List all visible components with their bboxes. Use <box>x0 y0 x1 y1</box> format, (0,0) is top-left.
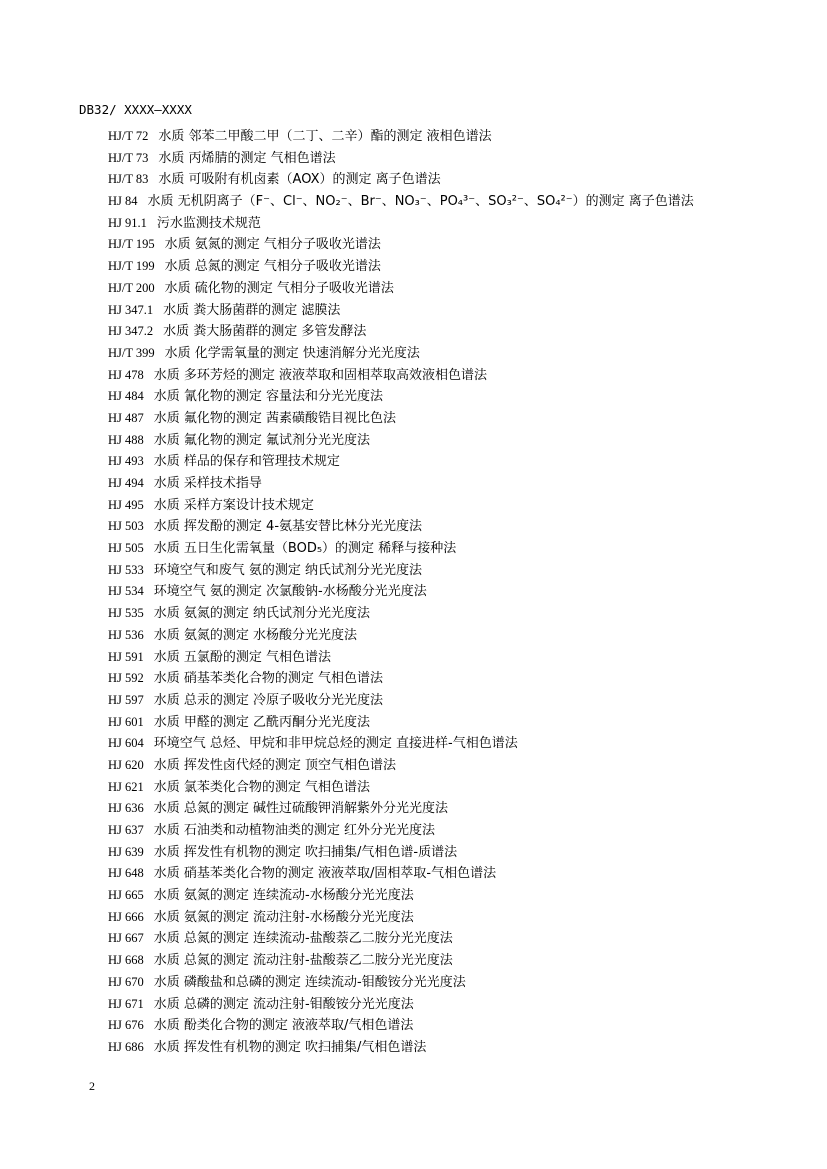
standard-title: 水质 粪大肠菌群的测定 滤膜法 <box>163 302 341 318</box>
standard-code: HJ 533 <box>108 562 144 577</box>
standard-title: 水质 石油类和动植物油类的测定 红外分光光度法 <box>153 823 436 838</box>
standard-code: HJ 347.1 <box>108 302 154 317</box>
standard-title: 水质 总磷的测定 流动注射-钼酸铵分光光度法 <box>153 996 414 1012</box>
standard-row <box>108 321 808 343</box>
standard-title: 水质 挥发酚的测定 4-氨基安替比林分光光度法 <box>153 519 423 535</box>
standard-row <box>108 430 808 452</box>
standard-row <box>108 820 808 842</box>
standard-row <box>108 907 808 929</box>
standard-row <box>108 928 808 950</box>
standard-title: 水质 挥发性卤代烃的测定 顶空气相色谱法 <box>153 757 397 773</box>
standard-code: HJ 536 <box>108 627 144 642</box>
standard-row <box>108 365 808 387</box>
standard-title: 水质 总氮的测定 连续流动-盐酸萘乙二胺分光光度法 <box>153 931 453 947</box>
standard-title: 水质 五氯酚的测定 气相色谱法 <box>153 649 332 665</box>
standard-code: HJ 637 <box>108 823 144 837</box>
standards-list <box>108 126 808 1059</box>
standard-code: HJ 636 <box>108 801 144 816</box>
standard-code: HJ 487 <box>108 410 144 425</box>
standard-title: 水质 磷酸盐和总磷的测定 连续流动-钼酸铵分光光度法 <box>153 974 466 990</box>
standard-row <box>108 755 808 777</box>
standard-title: 水质 采样方案设计技术规定 <box>153 497 314 513</box>
standard-row <box>108 278 808 300</box>
standard-row <box>108 126 808 148</box>
standard-row <box>108 408 808 430</box>
standard-code: HJ 484 <box>108 389 144 404</box>
standard-code: HJ 591 <box>108 649 144 664</box>
standard-row <box>108 495 808 517</box>
standard-code: HJ 620 <box>108 757 144 772</box>
standard-row <box>108 863 808 885</box>
standard-code: HJ/T 195 <box>108 237 155 252</box>
standard-code: HJ 666 <box>108 909 144 924</box>
standard-row <box>108 798 808 820</box>
standard-row <box>108 581 808 603</box>
standard-row <box>108 191 808 213</box>
standard-title: 环境空气 氨的测定 次氯酸钠-水杨酸分光光度法 <box>153 584 427 600</box>
standard-title: 水质 氨氮的测定 纳氏试剂分光光度法 <box>153 606 371 622</box>
standard-title: 水质 挥发性有机物的测定 吹扫捕集/气相色谱法 <box>153 1039 427 1055</box>
standard-code: HJ 478 <box>108 367 144 382</box>
standard-title: 水质 氨氮的测定 水杨酸分光光度法 <box>153 627 358 643</box>
standard-code: HJ 505 <box>108 541 144 556</box>
standard-code: HJ 84 <box>108 194 138 209</box>
standard-row <box>108 842 808 864</box>
standard-title: 水质 化学需氧量的测定 快速消解分光光度法 <box>164 345 420 361</box>
standard-code: HJ 534 <box>108 584 144 599</box>
standard-code: HJ 495 <box>108 497 144 512</box>
standard-code: HJ 597 <box>108 692 144 707</box>
standard-row <box>108 538 808 560</box>
standard-title: 水质 总汞的测定 冷原子吸收分光光度法 <box>153 692 384 708</box>
standard-title: 水质 氯苯类化合物的测定 气相色谱法 <box>153 779 371 795</box>
standard-row <box>108 690 808 712</box>
standard-title: 水质 氨氮的测定 气相分子吸收光谱法 <box>164 237 381 253</box>
standard-title: 水质 酚类化合物的测定 液液萃取/气相色谱法 <box>153 1018 414 1034</box>
standard-title: 水质 氨氮的测定 流动注射-水杨酸分光光度法 <box>153 909 414 925</box>
standard-code: HJ 503 <box>108 519 144 534</box>
page-number: 2 <box>89 1079 95 1093</box>
standard-code: HJ 347.2 <box>108 324 154 339</box>
standard-row <box>108 777 808 799</box>
standard-code: HJ 639 <box>108 844 144 859</box>
standard-row <box>108 625 808 647</box>
standard-code: HJ 667 <box>108 931 144 946</box>
standard-title: 水质 甲醛的测定 乙酰丙酮分光光度法 <box>153 714 371 730</box>
standard-row <box>108 451 808 473</box>
standard-title: 水质 多环芳烃的测定 液液萃取和固相萃取高效液相色谱法 <box>153 367 488 383</box>
standard-row <box>108 148 808 170</box>
standard-code: HJ/T 199 <box>108 259 155 274</box>
standard-code: HJ 535 <box>108 606 144 621</box>
standard-title: 水质 氨氮的测定 连续流动-水杨酸分光光度法 <box>153 888 414 904</box>
standard-code: HJ/T 72 <box>108 129 149 143</box>
standard-title: 环境空气和废气 氨的测定 纳氏试剂分光光度法 <box>153 562 423 578</box>
standard-row <box>108 712 808 734</box>
standard-row <box>108 256 808 278</box>
standard-row <box>108 386 808 408</box>
standard-row <box>108 213 808 235</box>
standard-title: 水质 氰化物的测定 容量法和分光光度法 <box>153 389 384 405</box>
standard-title: 水质 邻苯二甲酸二甲（二丁、二辛）酯的测定 液相色谱法 <box>158 129 492 144</box>
standard-row <box>108 473 808 495</box>
standard-title: 水质 氟化物的测定 氟试剂分光光度法 <box>153 432 371 448</box>
standard-code: HJ/T 73 <box>108 150 149 165</box>
standard-code: HJ 91.1 <box>108 215 147 230</box>
standard-title: 水质 挥发性有机物的测定 吹扫捕集/气相色谱-质谱法 <box>153 844 458 860</box>
standard-row <box>108 343 808 365</box>
standard-row <box>108 300 808 322</box>
standard-code: HJ 676 <box>108 1018 144 1033</box>
standard-row <box>108 972 808 994</box>
standard-title: 环境空气 总烃、甲烷和非甲烷总烃的测定 直接进样-气相色谱法 <box>153 736 518 752</box>
standard-code: HJ 494 <box>108 476 144 490</box>
standard-code: HJ 648 <box>108 866 144 881</box>
standard-code: HJ 665 <box>108 888 144 903</box>
standard-code: HJ 592 <box>108 671 144 686</box>
standard-title: 水质 氟化物的测定 茜素磺酸锆目视比色法 <box>153 410 397 426</box>
standard-row <box>108 603 808 625</box>
standard-title: 水质 样品的保存和管理技术规定 <box>153 454 340 470</box>
standard-code: HJ 671 <box>108 996 144 1011</box>
standard-row <box>108 1037 808 1059</box>
standard-code: HJ 488 <box>108 432 144 447</box>
standard-title: 水质 硫化物的测定 气相分子吸收光谱法 <box>164 280 394 296</box>
standard-title: 污水监测技术规范 <box>156 215 261 231</box>
standard-code: HJ 670 <box>108 974 144 989</box>
standard-code: HJ 668 <box>108 953 144 968</box>
standard-title: 水质 总氮的测定 气相分子吸收光谱法 <box>164 259 381 275</box>
document-header: DB32/ XXXX—XXXX <box>79 102 192 117</box>
standard-title: 水质 硝基苯类化合物的测定 液液萃取/固相萃取-气相色谱法 <box>153 866 497 882</box>
standard-row <box>108 885 808 907</box>
standard-row <box>108 668 808 690</box>
standard-row <box>108 560 808 582</box>
standard-row <box>108 1015 808 1037</box>
standard-code: HJ/T 399 <box>108 345 155 360</box>
standard-code: HJ/T 200 <box>108 280 155 295</box>
standard-code: HJ 493 <box>108 454 144 469</box>
standard-row <box>108 994 808 1016</box>
standard-row <box>108 733 808 755</box>
standard-row <box>108 950 808 972</box>
standard-title: 水质 可吸附有机卤素（AOX）的测定 离子色谱法 <box>158 172 441 188</box>
standard-code: HJ 601 <box>108 714 144 729</box>
standard-title: 水质 无机阴离子（F⁻、Cl⁻、NO₂⁻、Br⁻、NO₃⁻、PO₄³⁻、SO₃²⁻、SO₄²⁻）的测定 离子色谱法 <box>147 194 694 210</box>
standard-code: HJ 686 <box>108 1039 144 1054</box>
standard-title: 水质 总氮的测定 碱性过硫酸钾消解紫外分光光度法 <box>153 801 449 817</box>
standard-row <box>108 647 808 669</box>
standard-row <box>108 169 808 191</box>
standard-row <box>108 516 808 538</box>
standard-code: HJ 621 <box>108 779 144 794</box>
standard-title: 水质 粪大肠菌群的测定 多管发酵法 <box>163 324 367 340</box>
standard-title: 水质 采样技术指导 <box>153 476 262 491</box>
standard-row <box>108 234 808 256</box>
standard-title: 水质 总氮的测定 流动注射-盐酸萘乙二胺分光光度法 <box>153 953 453 969</box>
standard-title: 水质 五日生化需氧量（BOD₅）的测定 稀释与接种法 <box>153 541 457 557</box>
standard-title: 水质 丙烯腈的测定 气相色谱法 <box>158 150 336 166</box>
standard-title: 水质 硝基苯类化合物的测定 气相色谱法 <box>153 671 384 687</box>
standard-code: HJ/T 83 <box>108 172 149 187</box>
standard-code: HJ 604 <box>108 736 144 751</box>
